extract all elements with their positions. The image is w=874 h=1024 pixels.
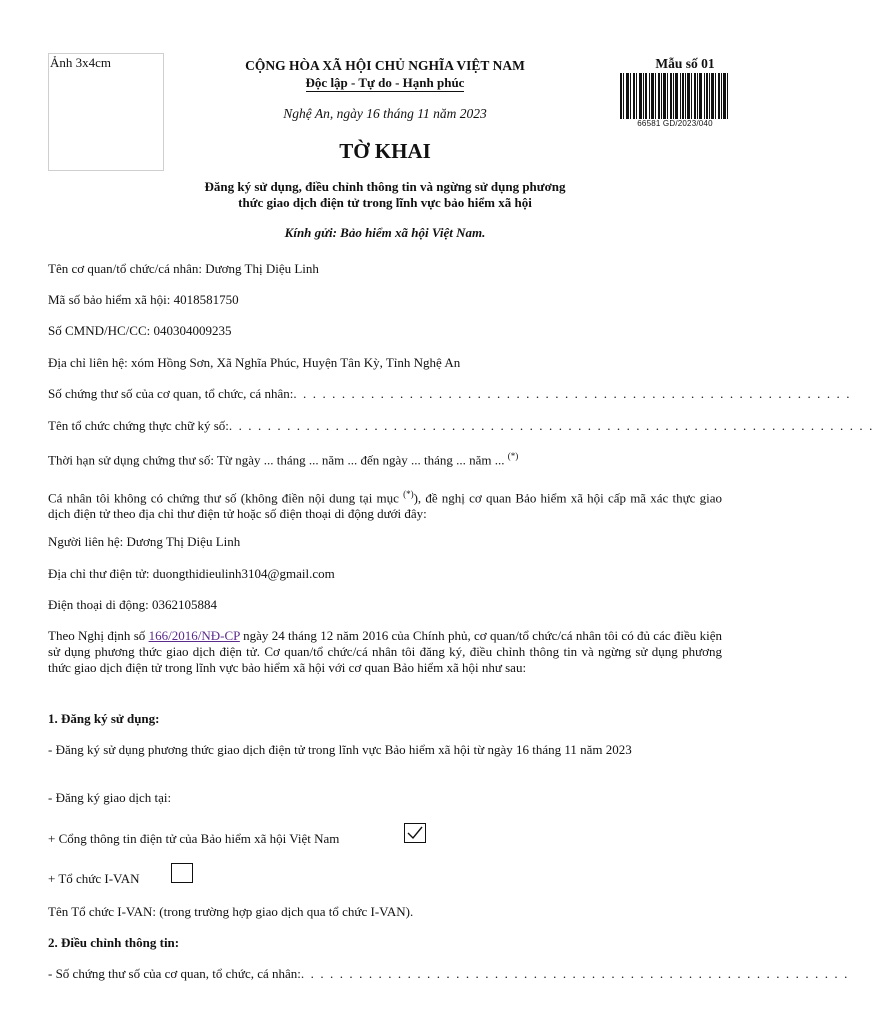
dotted-fill: . . . . . . . . . . . . . . . . . . . . . . . . . . . . . . . . . . . . . . . . . . . . . . . . . . . . . . . . . .	[293, 386, 852, 401]
photo-label: Ảnh 3x4cm	[50, 55, 112, 70]
no-cert-part-1: Cá nhân tôi không có chứng thư số (không điền nội dung tại mục	[48, 490, 404, 506]
field-name: Tên cơ quan/tổ chức/cá nhân: Dương Thị Diệu Linh	[48, 261, 319, 276]
field-id-number: Số CMND/HC/CC: 040304009235	[48, 323, 232, 338]
addressee: Kính gửi: Bảo hiểm xã hội Việt Nam.	[284, 225, 486, 240]
place-date: Nghệ An, ngày 16 tháng 11 năm 2023	[283, 106, 487, 121]
form-code: Mẫu số 01	[655, 56, 715, 71]
ivan-name: Tên Tổ chức I-VAN: (trong trường hợp giao dịch qua tổ chức I-VAN).	[48, 904, 414, 919]
decree-paragraph	[48, 628, 722, 676]
section-1-heading: 1. Đăng ký sử dụng:	[48, 711, 160, 726]
contact-email: Địa chỉ thư điện tử: duongthidieulinh3104@gmail.com	[48, 566, 335, 581]
field-cert-period	[48, 451, 720, 468]
dotted-fill: . . . . . . . . . . . . . . . . . . . . . . . . . . . . . . . . . . . . . . . . . . . . . . . . . . . . . . . . .	[300, 966, 849, 981]
national-title: CỘNG HÒA XÃ HỘI CHỦ NGHĨA VIỆT NAM	[245, 58, 525, 73]
field-bhxh-code: Mã số bảo hiểm xã hội: 4018581750	[48, 292, 239, 307]
cert-org-label: Tên tổ chức chứng thực chữ ký số:	[48, 418, 229, 433]
barcode-number: 66581 GD/2023/040	[637, 119, 713, 128]
section-2-cert-number	[48, 966, 849, 982]
cert-number-label: Số chứng thư số của cơ quan, tổ chức, cá nhân:	[48, 386, 294, 401]
cert-period-mark: (*)	[507, 451, 519, 461]
photo-box	[48, 53, 164, 171]
form-title: TỜ KHAI	[339, 139, 431, 163]
national-motto	[170, 75, 600, 91]
no-cert-part-2: ), đề nghị cơ quan Bảo hiểm xã hội cấp mã xác thực giao dịch điện tử theo địa chỉ thư điện tử hoặc số điện thoại di động dưới đây:	[48, 490, 722, 522]
register-from: - Đăng ký sử dụng phương thức giao dịch điện tử trong lĩnh vực Bảo hiểm xã hội từ ngày 16 tháng 11 năm 2023	[48, 742, 632, 757]
no-cert-mark: (*)	[403, 489, 414, 499]
dotted-fill: . . . . . . . . . . . . . . . . . . . . . . . . . . . . . . . . . . . . . . . . . . . . . . . . . . . . . . . . . . . . . . . . . . .	[228, 418, 874, 433]
contact-phone: Điện thoại di động: 0362105884	[48, 597, 217, 612]
subtitle-line-1: Đăng ký sử dụng, điều chỉnh thông tin và ngừng sử dụng phương	[204, 179, 566, 194]
barcode-icon	[620, 73, 728, 119]
checkmark-icon	[405, 824, 425, 842]
decree-rest: ngày 24 tháng 12 năm 2016 của Chính phủ, cơ quan/tổ chức/cá nhân tôi có đủ các điều kiện sử dụng phương thức giao dịch điện tử. Cơ quan/tổ chức/cá nhân tôi đăng ký, điều chỉnh thông tin và ngừng sử dụng phương thức giao dịch điện tử trong lĩnh vực bảo hiểm xã hội với cơ quan Bảo hiểm xã hội như sau:	[48, 628, 722, 675]
ivan-checkbox[interactable]	[171, 863, 193, 883]
motto-text: Độc lập - Tự do - Hạnh phúc	[305, 75, 465, 90]
field-cert-org	[48, 418, 874, 434]
decree-link[interactable]: 166/2016/NĐ-CP	[148, 628, 240, 643]
register-at: - Đăng ký giao dịch tại:	[48, 790, 172, 805]
option-ivan-label: + Tổ chức I-VAN	[48, 871, 140, 886]
option-portal-label: + Cổng thông tin điện tử của Bảo hiểm xã hội Việt Nam	[48, 831, 340, 846]
no-cert-note	[48, 486, 722, 522]
form-subtitle	[140, 179, 630, 211]
portal-checkbox[interactable]	[404, 823, 426, 843]
section-2-cert-label: - Số chứng thư số của cơ quan, tổ chức, cá nhân:	[48, 966, 301, 981]
section-2-heading: 2. Điều chỉnh thông tin:	[48, 935, 180, 950]
field-address: Địa chỉ liên hệ: xóm Hồng Sơn, Xã Nghĩa Phúc, Huyện Tân Kỳ, Tỉnh Nghệ An	[48, 355, 461, 370]
contact-person: Người liên hệ: Dương Thị Diệu Linh	[48, 534, 241, 549]
field-cert-number	[48, 386, 852, 402]
subtitle-line-2: thức giao dịch điện tử trong lĩnh vực bảo hiểm xã hội	[238, 195, 532, 210]
cert-period-text: Thời hạn sử dụng chứng thư số: Từ ngày ... tháng ... năm ... đến ngày ... tháng ... năm ...	[48, 452, 505, 468]
decree-prefix: Theo Nghị định số	[48, 628, 149, 643]
